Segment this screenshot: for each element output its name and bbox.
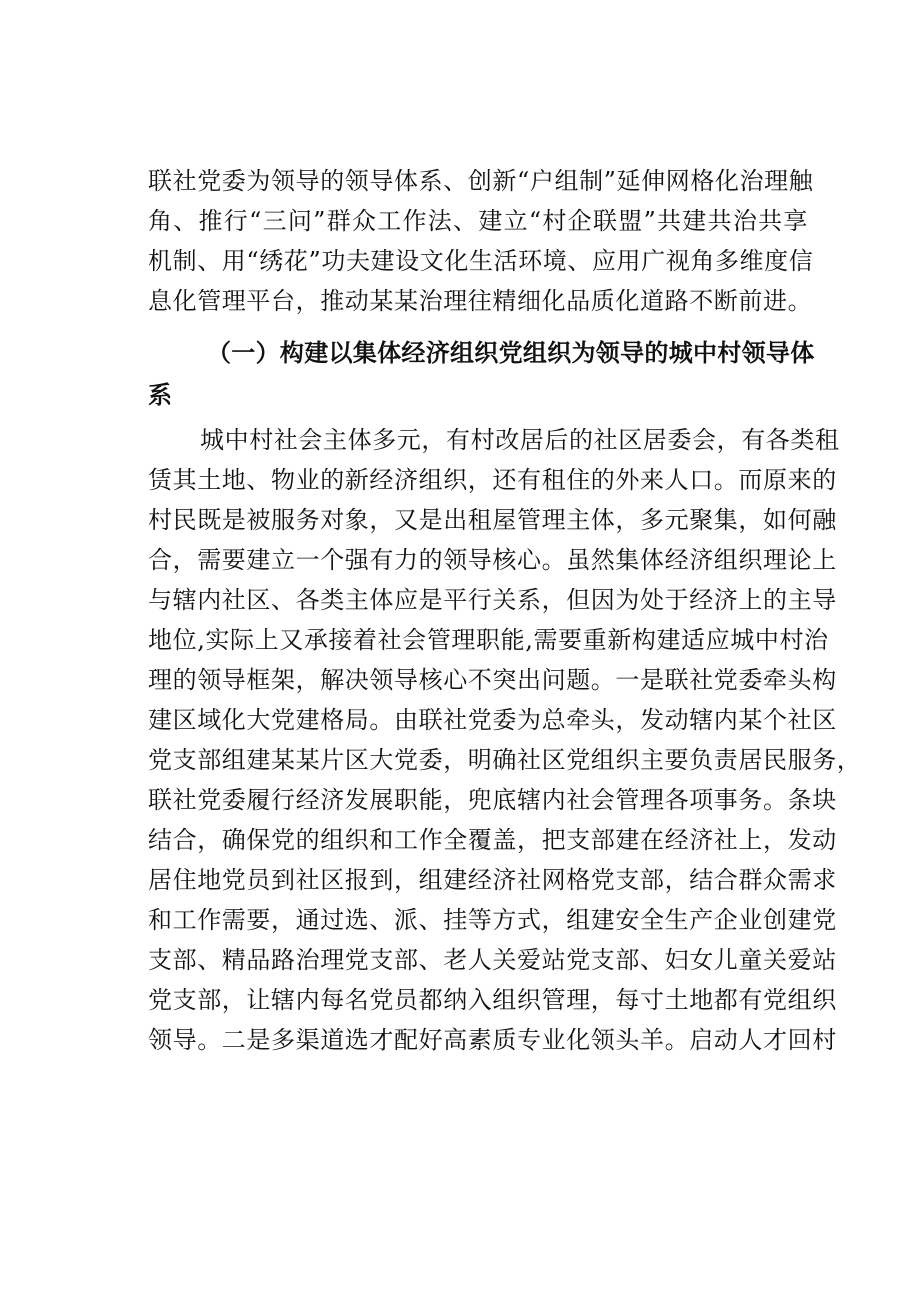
body-line-7: 理的领导框架，解决领导核心不突出问题。一是联社党委牵头构 <box>148 666 837 694</box>
body-line-6: 地位,实际上又承接着社会管理职能,需要重新构建适应城中村治 <box>148 626 829 654</box>
body-line-9: 党支部组建某某片区大党委，明确社区党组织主要负责居民服务， <box>148 746 862 774</box>
body-line-12: 居住地党员到社区报到，组建经济社网格党支部，结合群众需求 <box>148 866 837 894</box>
body-line-10: 联社党委履行经济发展职能，兜底辖内社会管理各项事务。条块 <box>148 786 837 814</box>
section-heading-line-2: 系 <box>148 381 173 409</box>
body-line-4: 合，需要建立一个强有力的领导核心。虽然集体经济组织理论上 <box>148 546 837 574</box>
section-heading-line-1: （一）构建以集体经济组织党组织为领导的城中村领导体 <box>207 339 815 367</box>
body-line-15: 党支部，让辖内每名党员都纳入组织管理，每寸土地都有党组织 <box>148 986 837 1014</box>
body-line-3: 村民既是被服务对象，又是出租屋管理主体，多元聚集，如何融 <box>148 506 837 534</box>
body-line-16: 领导。二是多渠道选才配好高素质专业化领头羊。启动人才回村 <box>148 1026 837 1054</box>
body-line-14: 支部、精品路治理党支部、老人关爱站党支部、妇女儿童关爱站 <box>148 946 837 974</box>
body-line-8: 建区域化大党建格局。由联社党委为总牵头，发动辖内某个社区 <box>148 706 837 734</box>
intro-line-3: 机制、用“绣花”功夫建设文化生活环境、应用广视角多维度信 <box>148 247 814 275</box>
intro-line-2: 角、推行“三问”群众工作法、建立“村企联盟”共建共治共享 <box>148 207 808 235</box>
body-line-2: 赁其土地、物业的新经济组织，还有租住的外来人口。而原来的 <box>148 466 837 494</box>
body-line-11: 结合，确保党的组织和工作全覆盖，把支部建在经济社上，发动 <box>148 826 837 854</box>
body-line-1: 城中村社会主体多元，有村改居后的社区居委会，有各类租 <box>200 426 840 454</box>
intro-line-1: 联社党委为领导的领导体系、创新“户组制”延伸网格化治理触 <box>148 167 814 195</box>
body-line-13: 和工作需要，通过选、派、挂等方式，组建安全生产企业创建党 <box>148 906 837 934</box>
body-line-5: 与辖内社区、各类主体应是平行关系，但因为处于经济上的主导 <box>148 586 837 614</box>
intro-line-4: 息化管理平台，推动某某治理往精细化品质化道路不断前进。 <box>148 287 813 315</box>
